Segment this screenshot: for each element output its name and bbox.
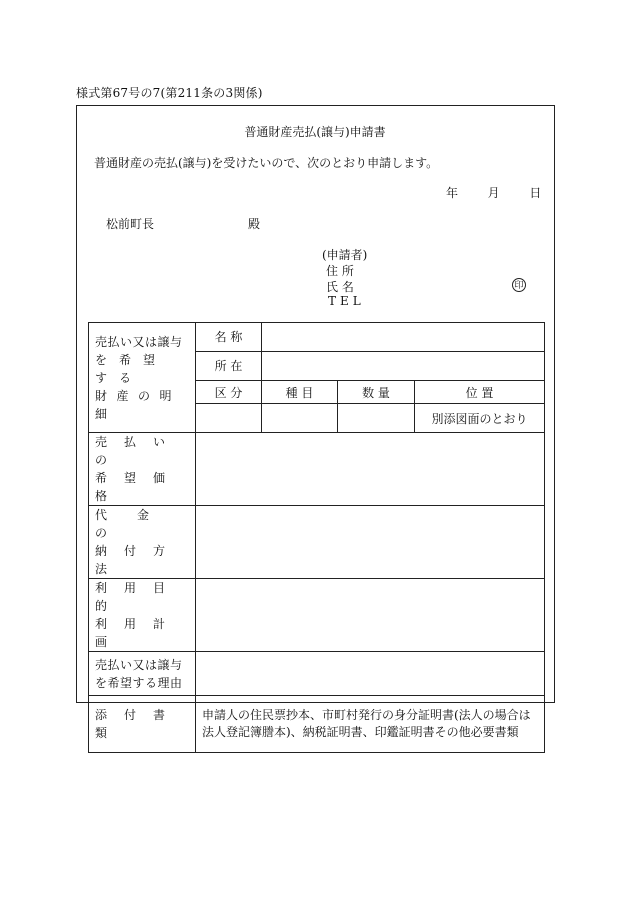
reason-value[interactable]	[196, 652, 545, 696]
price-label	[89, 433, 196, 506]
price-label-line-2: 希望価格	[95, 471, 183, 503]
property-detail-label	[89, 323, 196, 433]
addressee: 松前町長	[106, 217, 155, 231]
property-label-line-1: 売払い又は譲与	[95, 334, 183, 349]
reason-label-line-1: 売払い又は譲与	[95, 657, 183, 672]
attachments-text: 申請人の住民票抄本、市町村発行の身分証明書(法人の場合は法人登記簿謄本)、納税証明書、印鑑証明書その他必要書類	[196, 696, 545, 753]
date-day: 日	[529, 186, 542, 200]
form-number: 様式第67号の7(第211条の3関係)	[76, 86, 263, 100]
location-label: 所 在	[196, 352, 262, 381]
reason-label-line-2: を希望する理由	[95, 675, 183, 690]
purpose-label-line-1: 利用目的	[95, 581, 183, 613]
payment-label	[89, 506, 196, 579]
seal-mark: 印	[512, 278, 526, 292]
type-label: 種 目	[262, 381, 338, 404]
type-value[interactable]	[262, 404, 338, 433]
applicant-address-label: 住 所	[326, 264, 354, 278]
location-value[interactable]	[262, 352, 545, 381]
form-title: 普通財産売払(譲与)申請書	[244, 125, 386, 139]
property-detail-table	[88, 322, 545, 753]
applicant-name-label: 氏 名	[326, 280, 354, 294]
position-value: 別添図面のとおり	[415, 404, 545, 433]
price-value[interactable]	[196, 433, 545, 506]
quantity-value[interactable]	[338, 404, 415, 433]
applicant-tel-label: TEL	[328, 294, 365, 308]
date-year: 年	[446, 186, 459, 200]
honorific: 殿	[248, 217, 261, 231]
reason-label	[89, 652, 196, 696]
applicant-label: (申請者)	[322, 248, 368, 262]
payment-label-line-1: 代金の	[95, 508, 180, 540]
purpose-value[interactable]	[196, 579, 545, 652]
purpose-label	[89, 579, 196, 652]
date-month: 月	[487, 186, 500, 200]
date-line	[446, 184, 541, 201]
purpose-label-line-2: 利用計画	[95, 617, 183, 649]
intro-text: 普通財産の売払(譲与)を受けたいので、次のとおり申請します。	[94, 156, 439, 170]
property-label-line-2: を希望する	[95, 352, 168, 385]
attachments-label: 添付書類	[89, 696, 196, 753]
category-value[interactable]	[196, 404, 262, 433]
category-label: 区 分	[196, 381, 262, 404]
property-label-line-3: 財産の明細	[95, 388, 182, 421]
payment-value[interactable]	[196, 506, 545, 579]
payment-label-line-2: 納付方法	[95, 544, 183, 576]
price-label-line-1: 売払いの	[95, 435, 183, 467]
name-label: 名 称	[196, 323, 262, 352]
quantity-label: 数 量	[338, 381, 415, 404]
position-label: 位 置	[415, 381, 545, 404]
name-value[interactable]	[262, 323, 545, 352]
